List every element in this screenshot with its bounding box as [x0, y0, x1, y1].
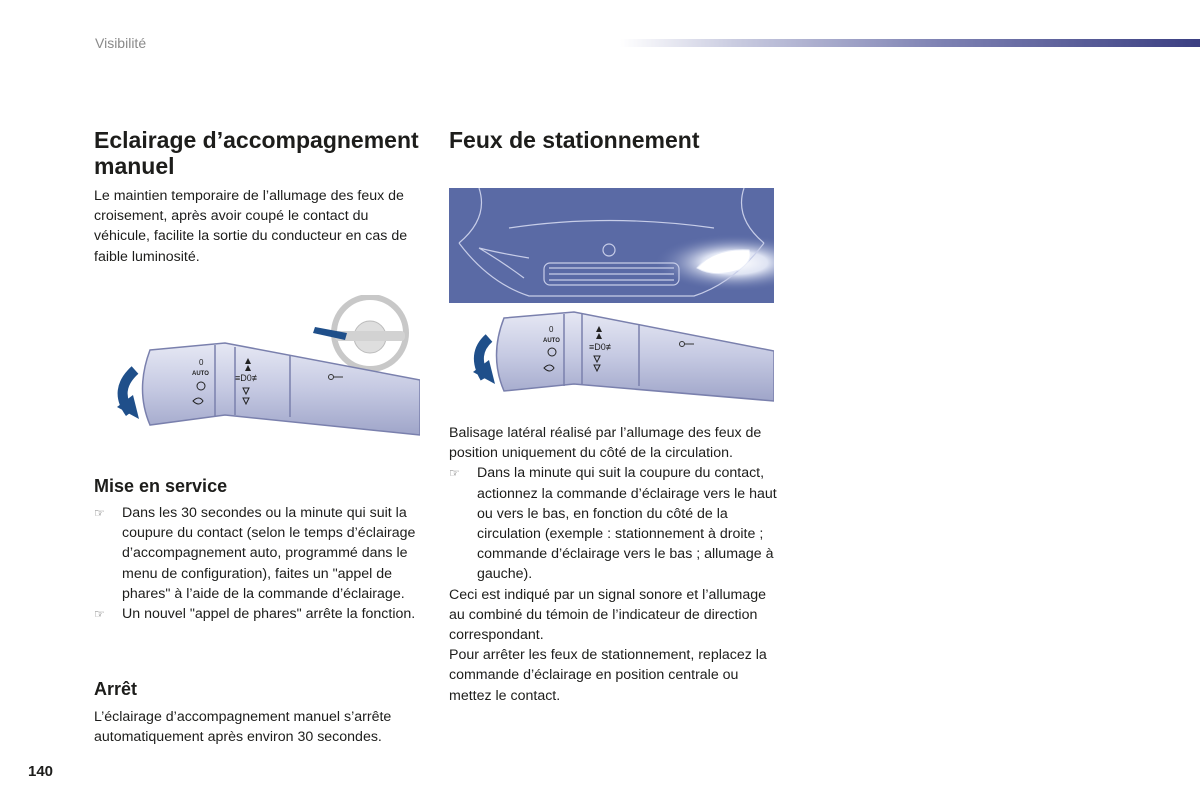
arret-heading: Arrêt: [94, 679, 138, 699]
arret-text: L’éclairage d’accompagnement manuel s’arrête automatiquement après environ 30 secondes.: [94, 709, 392, 746]
right-para-2: Ceci est indiqué par un signal sonore et l’allumage au combiné du témoin de l’indicateur de direction correspondant.: [449, 586, 767, 644]
right-para-3: Pour arrêter les feux de stationnement, replacez la commande d’éclairage en position centrale ou mettez le contact.: [449, 647, 767, 704]
lighting-stalk-illustration-right: [449, 306, 774, 406]
section-label: Visibilité: [95, 35, 147, 51]
stalk-highlight-icon: [313, 327, 347, 340]
pointing-hand-icon: ☞: [94, 607, 105, 622]
right-title: Feux de stationnement: [449, 127, 700, 153]
stalk-auto-label: AUTO: [192, 371, 209, 377]
stalk-zero-label: 0: [199, 358, 204, 367]
left-title: Eclairage d’accompagnement manuel: [94, 127, 419, 179]
right-list: [449, 463, 779, 584]
left-intro-text: Le maintien temporaire de l’allumage des feux de croisement, après avoir coupé le contact du véhicule, facilite la sortie du conducteur en cas de faible luminosité.: [94, 188, 408, 265]
pointing-hand-icon: ☞: [94, 506, 105, 520]
mise-en-service-list: [94, 503, 419, 624]
pointing-hand-icon: ☞: [449, 466, 460, 481]
list-item: ☞ Dans les 30 secondes ou la minute qui suit la coupure du contact (selon le temps d’éclairage d’accompagnement auto, programmé dans le menu de configuration), faites un "appel de phares" à l’aide de la commande d’éclairage.: [94, 505, 416, 602]
right-para-1: Balisage latéral réalisé par l’allumage des feux de position uniquement du côté de la circulation.: [449, 425, 762, 462]
rotation-arrow-icon: [117, 370, 139, 419]
header-gradient-bar: [620, 39, 1200, 47]
fog-light-icon: ≡D0≢: [589, 342, 615, 352]
right-body: [449, 423, 779, 706]
car-front-illustration: [449, 188, 774, 303]
svg-text:≡D0≢: ≡D0≢: [235, 373, 261, 383]
mise-en-service-heading: Mise en service: [94, 476, 228, 496]
lighting-stalk-illustration-left: [95, 295, 420, 440]
stalk-zero-label: 0: [549, 325, 554, 334]
list-item: ☞ Un nouvel "appel de phares" arrête la fonction.: [94, 604, 419, 624]
rotation-arrow-icon: [473, 338, 495, 384]
list-item: ☞ Dans la minute qui suit la coupure du contact, actionnez la commande d’éclairage vers le haut ou vers le bas, en fonction du côté de la circulation (exemple : stationnement à droite ; commande d’éclairage vers le bas ; allumage à gauche).: [449, 465, 777, 583]
page-number: 140: [28, 763, 54, 780]
stalk-auto-label: AUTO: [543, 338, 560, 344]
fog-light-icon: [235, 373, 261, 383]
